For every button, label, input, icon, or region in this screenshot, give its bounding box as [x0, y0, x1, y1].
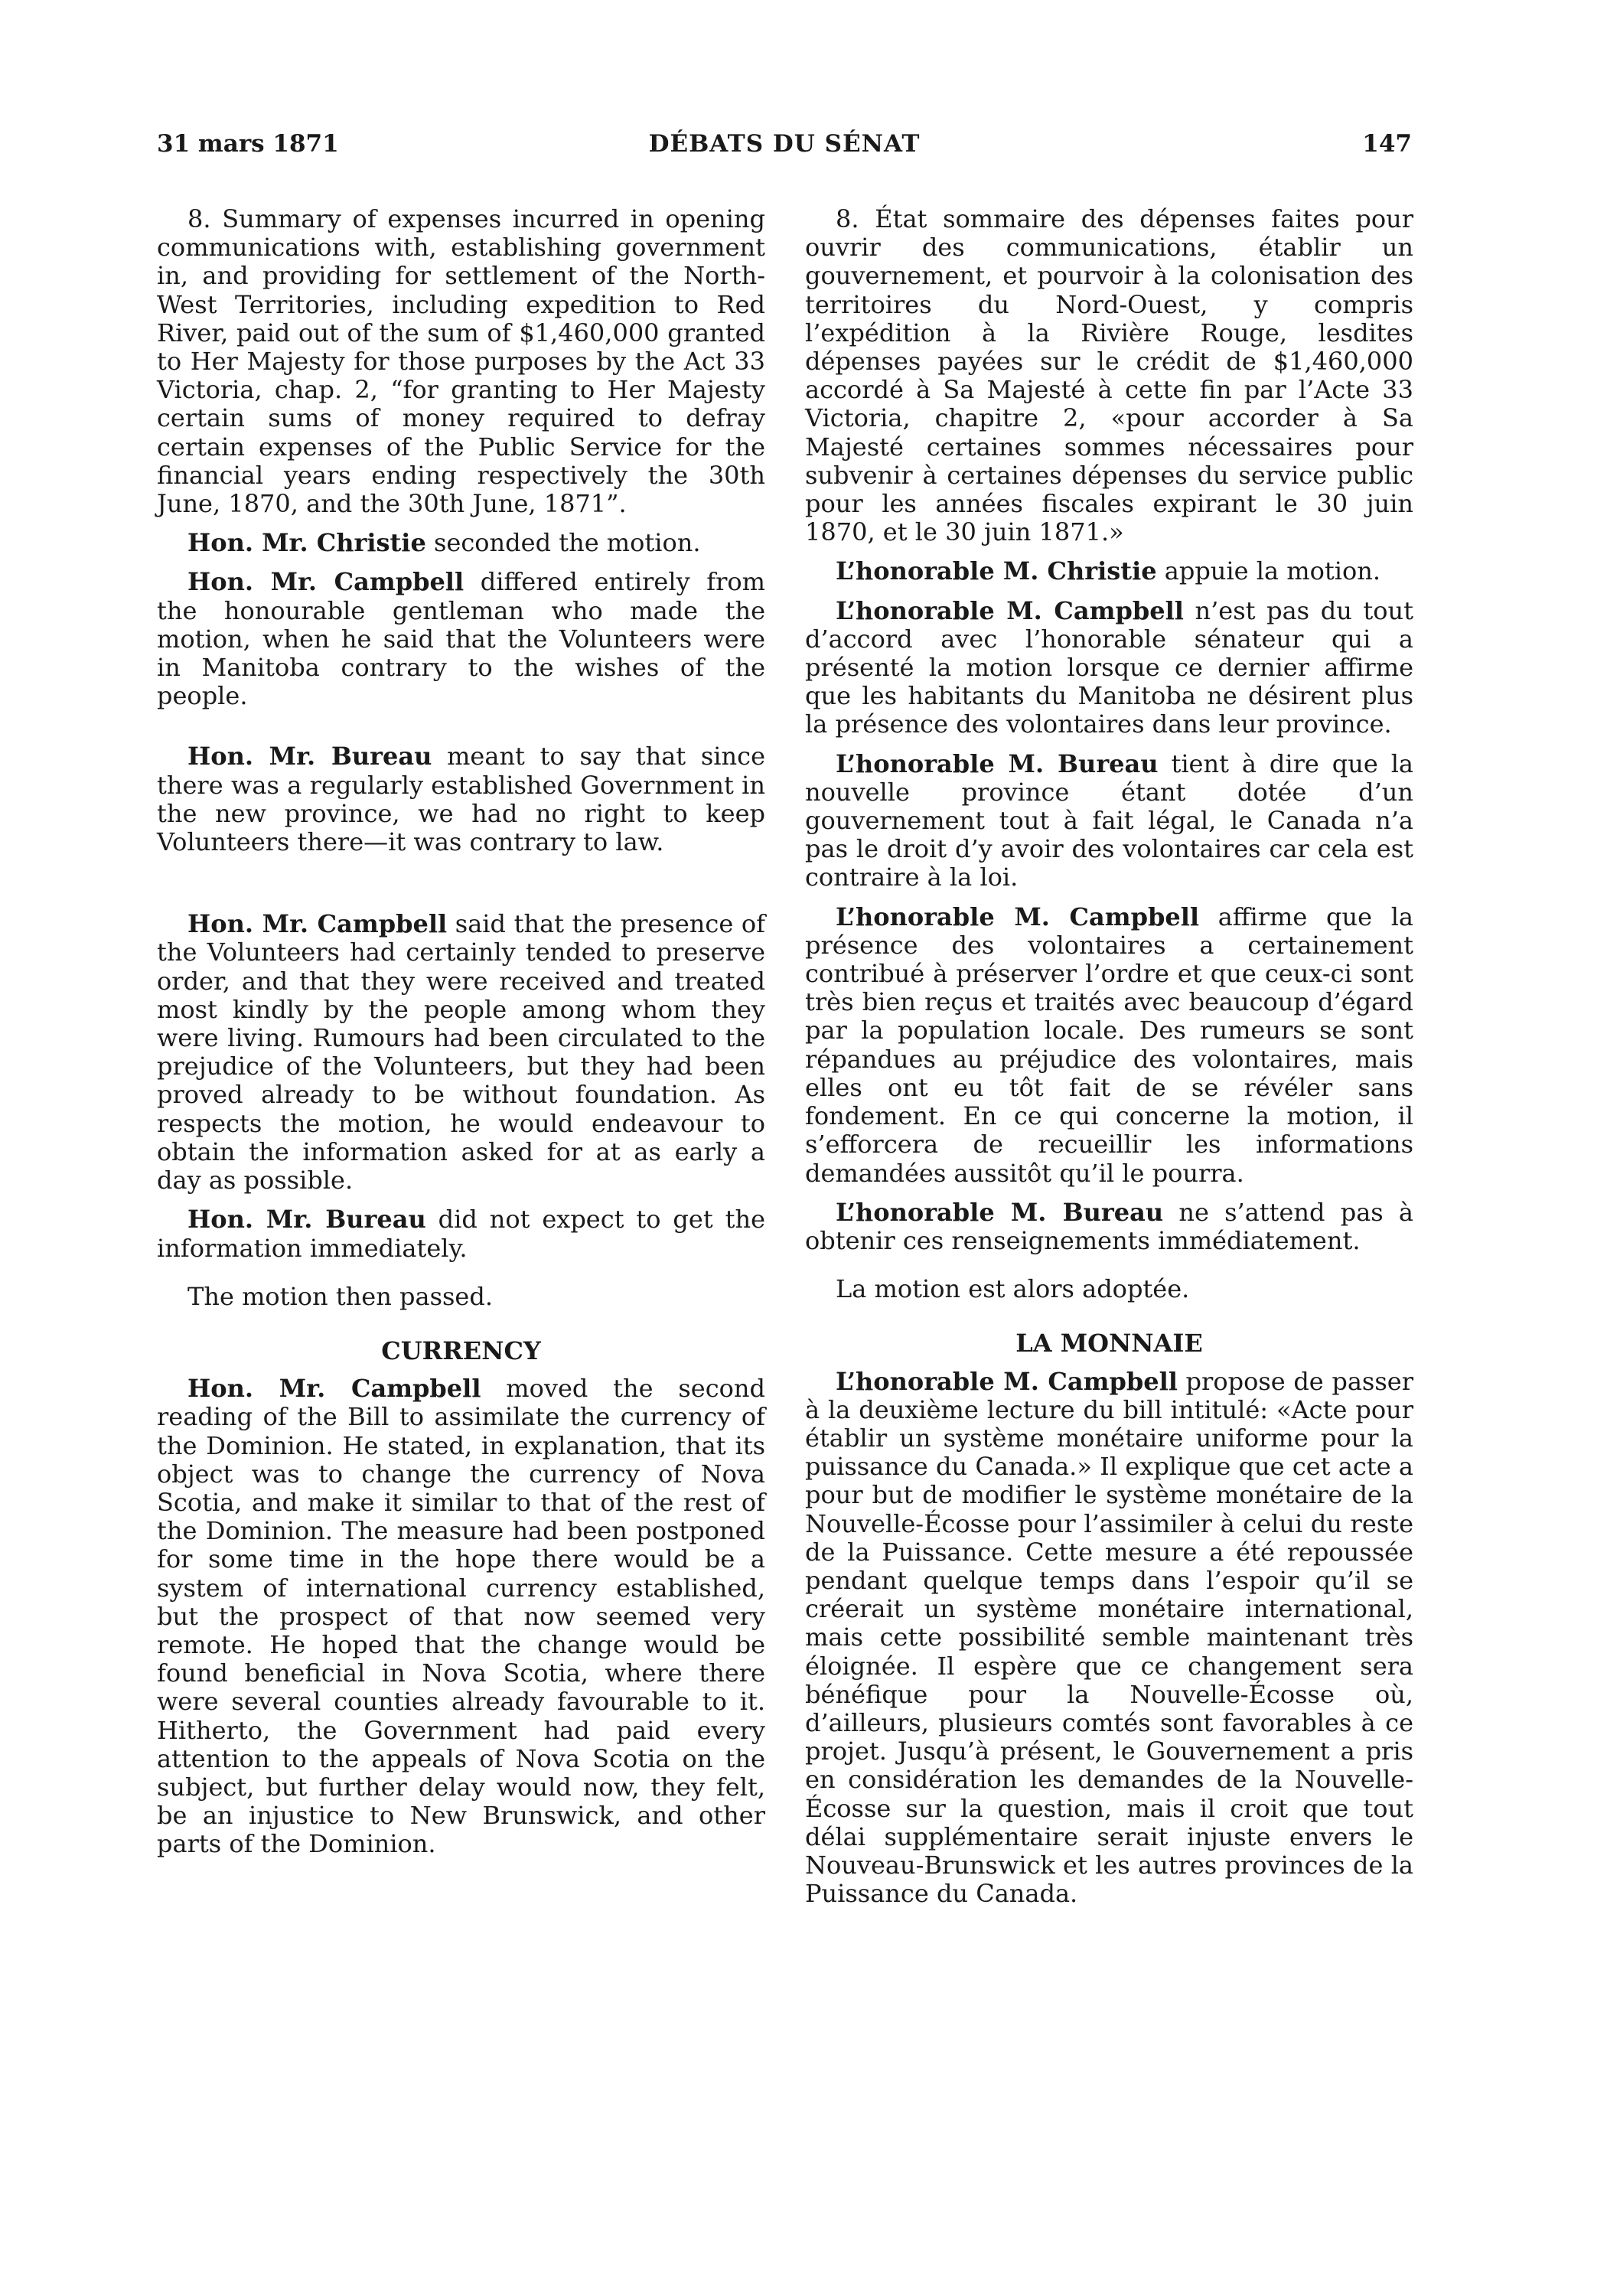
fr-paragraph-bureau-2	[805, 1199, 1413, 1255]
speaker-name: L’honorable M. Bureau	[836, 748, 1159, 778]
en-paragraph-bureau-1	[157, 742, 765, 856]
en-item-8: 8. Summary of expenses incurred in opening communications with, establishing government in, and providing for settlement of the North-West Territories, including expedition to Red River, paid out of the sum of $1,460,000 granted to Her Majesty for those purposes by the Act 33 Victoria, chap. 2, “for granting to Her Majesty certain sums of money required to defray certain expenses of the Public Service for the financial years ending respectively the 30th June, 1870, and the 30th June, 1871”.	[157, 204, 765, 519]
en-paragraph-campbell-3	[157, 1375, 765, 1858]
speaker-name: Hon. Mr. Campbell	[187, 1374, 481, 1404]
en-paragraph-campbell-1	[157, 568, 765, 710]
english-column	[157, 205, 765, 1859]
speaker-name: L’honorable M. Campbell	[836, 902, 1200, 931]
en-paragraph-campbell-2	[157, 910, 765, 1195]
speaker-name: Hon. Mr. Bureau	[187, 742, 432, 771]
fr-section-heading: LA MONNAIE	[1015, 1329, 1203, 1358]
speaker-name: L’honorable M. Campbell	[836, 595, 1184, 625]
speaker-name: L’honorable M. Bureau	[836, 1197, 1164, 1227]
speech-text: said that the presence of the Volunteers had certainly tended to preserve order, and that they were received and treated most kindly by the people among whom they were living. Rumours had been circulated to the prejudice of the Volunteers, but they had been proved already to be without foundation. As respects the motion, he would endeavour to obtain the information asked for at as early a day as possible.	[157, 909, 766, 1195]
speech-text: affirme que la présence des volontaires a certainement contribué à préserver l’ordre et que ceux-ci sont très bien reçus et traités avec beaucoup d’égard par la population locale. Des rumeurs se sont répandues au préjudice des volontaires, mais elles ont eu tôt fait de se révéler sans fondement. En ce qui concerne la motion, il s’efforcera de recueillir les informations demandées aussitôt qu’il le pourra.	[805, 902, 1414, 1188]
fr-item-8: 8. État sommaire des dépenses faites pour ouvrir des communications, établir un gouvernement, et pourvoir à la colonisation des territoires du Nord-Ouest, y compris l’expédition à la Rivière Rouge, lesdites dépenses payées sur le crédit de $1,460,000 accordé à Sa Majesté à cette fin par l’Acte 33 Victoria, chapitre 2, «pour accorder à Sa Majesté certaines sommes nécessaires pour subvenir à certaines dépenses du service public pour les années fiscales expirant le 30 juin 1870, et le 30 juin 1871.»	[805, 204, 1413, 547]
header-date: 31 mars 1871	[157, 130, 339, 158]
en-paragraph-bureau-2	[157, 1205, 765, 1262]
running-head	[157, 130, 1412, 168]
fr-paragraph-bureau-1	[805, 750, 1413, 892]
header-title: DÉBATS DU SÉNAT	[648, 130, 921, 158]
speech-text: propose de passer à la deuxième lecture du bill intitulé: «Acte pour établir un système monétaire uniforme pour la puissance du Canada.» Il explique que cet acte a pour but de modifier le système monétaire de la Nouvelle-Écosse pour l’assimiler à celui du reste de la Puissance. Cette mesure a été repoussée pendant quelque temps dans l’espoir qu’il se créerait un système monétaire international, mais cette possibilité semble maintenant très éloignée. Il espère que ce changement sera bénéfique pour la Nouvelle-Écosse où, d’ailleurs, plusieurs comtés sont favorables à ce projet. Jusqu’à présent, le Gouvernement a pris en considération les demandes de la Nouvelle-Écosse sur la question, mais il croit que tout délai supplémentaire serait injuste envers le Nouveau-Brunswick et les autres provinces de la Puissance du Canada.	[805, 1366, 1413, 1909]
speech-text: tient à dire que la nouvelle province étant dotée d’un gouvernement tout à fait légal, le Canada n’a pas le droit d’y avoir des volontaires car cela est contraire à la loi.	[805, 748, 1414, 892]
speaker-name: Hon. Mr. Christie	[187, 528, 426, 558]
speech-text: ne s’attend pas à obtenir ces renseignements immédiatement.	[805, 1197, 1413, 1255]
en-paragraph-christie	[157, 529, 765, 557]
en-section-heading: CURRENCY	[381, 1336, 541, 1365]
speech-text: n’est pas du tout d’accord avec l’honorable sénateur qui a présenté la motion lorsque ce dernier affirme que les habitants du Manitoba ne désirent plus la présence des volontaires dans leur province.	[805, 595, 1414, 739]
fr-paragraph-campbell-1	[805, 597, 1413, 739]
fr-paragraph-christie	[805, 557, 1413, 585]
speech-text: differed entirely from the honourable gentleman who made the motion, when he said that the Volunteers were in Manitoba contrary to the wishes of the people.	[157, 567, 766, 711]
speech-text: meant to say that since there was a regularly established Government in the new province, we had no right to keep Volunteers there—it was contrary to law.	[157, 742, 766, 857]
speaker-name: Hon. Mr. Campbell	[187, 909, 448, 939]
speech-text: seconded the motion.	[425, 528, 701, 558]
fr-paragraph-campbell-3	[805, 1368, 1413, 1909]
fr-paragraph-campbell-2	[805, 903, 1413, 1188]
speech-text: moved the second reading of the Bill to assimilate the currency of the Dominion. He stated, in explanation, that its object was to change the currency of Nova Scotia, and make it similar to that of the rest of the Dominion. The measure had been postponed for some time in the hope there would be a system of international currency established, but the prospect of that now seemed very remote. He hoped that the change would be found beneficial in Nova Scotia, where there were several counties already favourable to it. Hitherto, the Government had paid every attention to the appeals of Nova Scotia on the subject, but further delay would now, they felt, be an injustice to New Brunswick, and other parts of the Dominion.	[157, 1374, 766, 1859]
french-column	[805, 205, 1413, 1908]
page-number: 147	[1362, 130, 1412, 158]
speaker-name: L’honorable M. Campbell	[836, 1366, 1178, 1396]
speaker-name: Hon. Mr. Campbell	[187, 567, 464, 597]
speaker-name: Hon. Mr. Bureau	[187, 1205, 426, 1234]
speech-text: did not expect to get the information immediately.	[157, 1205, 765, 1263]
fr-motion-passed: La motion est alors adoptée.	[836, 1274, 1190, 1304]
speaker-name: L’honorable M. Christie	[836, 556, 1157, 586]
en-motion-passed: The motion then passed.	[187, 1281, 493, 1311]
speech-text: appuie la motion.	[1156, 556, 1380, 586]
